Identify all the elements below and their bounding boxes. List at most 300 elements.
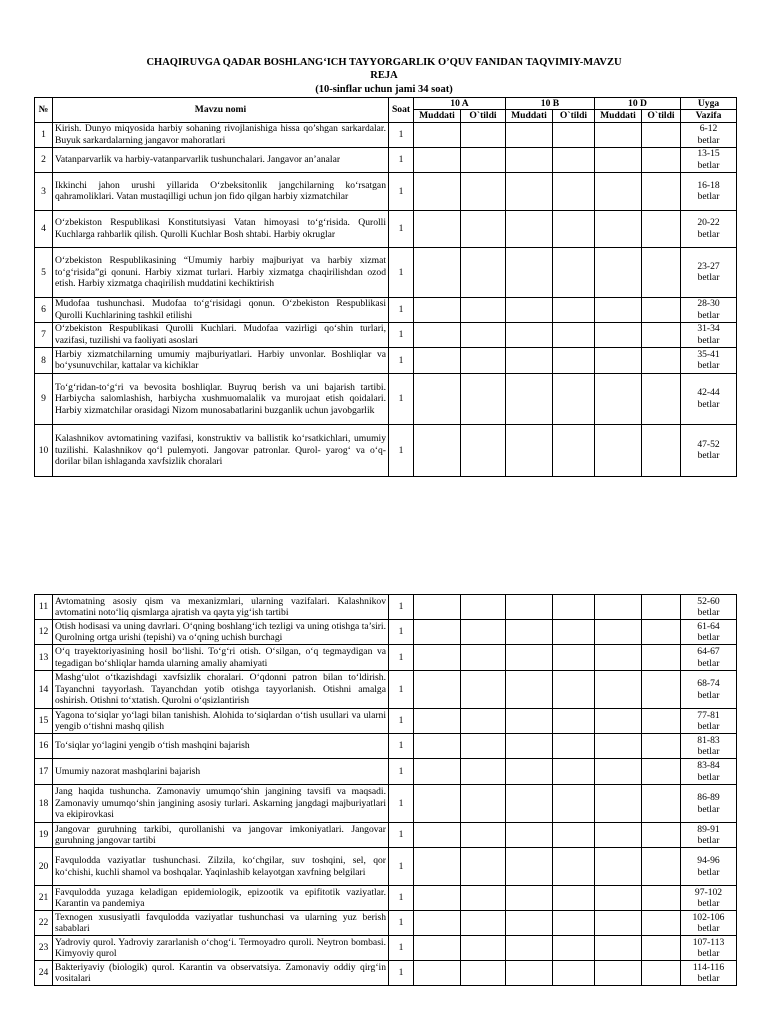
homework-pages: 64-67 — [697, 646, 720, 658]
row-number: 12 — [35, 620, 53, 645]
table-row — [35, 886, 737, 911]
cell-10b-done — [553, 147, 595, 172]
cell-10d-done — [642, 424, 681, 476]
row-number: 17 — [35, 759, 53, 785]
cell-10b-due — [506, 373, 553, 424]
cell-10a-due — [414, 848, 461, 886]
row-homework — [681, 122, 737, 147]
cell-10d-due — [595, 347, 642, 373]
table-row — [35, 785, 737, 823]
row-topic: O‘zbekiston Respublikasining “Umumiy harbiy majburiyat va harbiy xizmat to‘g‘risida”gi qonuni. Harbiy xizmat turlari. Harbiy xizmatga chaqirilishdan ozod etish. Harbiy xizmatga chaqirilish muddatini kechiktirish — [53, 247, 389, 297]
cell-10d-done — [642, 848, 681, 886]
row-hours: 1 — [389, 373, 414, 424]
homework-unit: betlar — [697, 228, 720, 240]
cell-10b-due — [506, 210, 553, 247]
row-topic: Kirish. Dunyo miqyosida harbiy sohaning rivojlanishiga hissa qo’shgan sarkardalar. Buyuk sarkardalarning jangavor mahoratlari — [53, 122, 389, 147]
cell-10a-due — [414, 645, 461, 671]
cell-10d-due — [595, 734, 642, 759]
row-hours: 1 — [389, 785, 414, 823]
table-row — [35, 911, 737, 936]
cell-10b-due — [506, 936, 553, 961]
homework-pages: 97-102 — [694, 886, 723, 898]
cell-10a-due — [414, 886, 461, 911]
row-number: 6 — [35, 297, 53, 322]
row-number: 2 — [35, 147, 53, 172]
cell-10a-due — [414, 347, 461, 373]
cell-10b-done — [553, 122, 595, 147]
cell-10a-done — [461, 961, 506, 986]
row-topic: To‘siqlar yo‘lagini yengib o‘tish mashqini bajarish — [53, 734, 389, 759]
cell-10b-due — [506, 671, 553, 709]
cell-10d-due — [595, 886, 642, 911]
table-row — [35, 172, 737, 210]
table-row — [35, 671, 737, 709]
homework-unit: betlar — [697, 898, 720, 909]
row-number: 20 — [35, 848, 53, 886]
row-topic: To‘g‘ridan-to‘g‘ri va bevosita boshliqlar. Buyruq berish va uni bajarish tartibi. Harbiycha salomlashish, harbiycha xushmuomalalik va murojaat etish qoidalari. Harbiy xizmatchilar orasidagi Nizom munosabatlarini buzganlik uchun javobgarlik — [53, 373, 389, 424]
cell-10a-due — [414, 911, 461, 936]
document-title: CHAQIRUVGA QADAR BOSHLANG‘ICH TAYYORGARLIK O’QUV FANIDAN TAQVIMIY-MAVZU — [146, 57, 622, 68]
cell-10d-due — [595, 147, 642, 172]
cell-10d-done — [642, 210, 681, 247]
document-subtitle: (10-sinflar uchun jami 34 soat) — [315, 84, 453, 95]
cell-10a-done — [461, 373, 506, 424]
cell-10d-due — [595, 424, 642, 476]
table-row — [35, 297, 737, 322]
cell-10b-due — [506, 911, 553, 936]
homework-unit: betlar — [697, 309, 720, 321]
homework-unit: betlar — [697, 721, 720, 732]
row-hours: 1 — [389, 172, 414, 210]
cell-10a-done — [461, 210, 506, 247]
homework-unit: betlar — [697, 973, 720, 984]
cell-10a-due — [414, 322, 461, 347]
cell-10d-done — [642, 595, 681, 620]
row-number: 23 — [35, 936, 53, 961]
homework-unit: betlar — [697, 835, 720, 846]
cell-10d-due — [595, 961, 642, 986]
cell-10d-done — [642, 373, 681, 424]
row-homework — [681, 759, 737, 785]
cell-10a-done — [461, 147, 506, 172]
cell-10d-done — [642, 620, 681, 645]
cell-10a-due — [414, 247, 461, 297]
row-topic: O‘q trayektoriyasining hosil bo‘lishi. To‘g‘ri otish. O‘silgan, o‘q tegmaydigan va tegadigan bo‘shliqlar hamda ularning amaliy ahamiyati — [53, 645, 389, 671]
homework-unit: betlar — [697, 771, 720, 783]
table-row — [35, 734, 737, 759]
row-homework — [681, 886, 737, 911]
row-homework — [681, 210, 737, 247]
row-homework — [681, 373, 737, 424]
row-topic: Favqulodda vaziyatlar tushunchasi. Zilzila, ko‘chgilar, suv toshqini, sel, qor ko‘chishi, kuchli shamol va boshqalar. Yaqinlashib kelayotgan xavfning belgilari — [53, 848, 389, 886]
homework-pages: 16-18 — [697, 179, 720, 191]
row-topic: Favqulodda yuzaga keladigan epidemiologik, epizootik va epifitotik vaziyatlar. Karantin va pandemiya — [53, 886, 389, 911]
cell-10d-done — [642, 886, 681, 911]
row-number: 4 — [35, 210, 53, 247]
cell-10b-due — [506, 147, 553, 172]
cell-10d-due — [595, 595, 642, 620]
row-topic: Mudofaa tushunchasi. Mudofaa to‘g‘risidagi qonun. O‘zbekiston Respublikasi Qurolli Kuchlarining tashkil etilishi — [53, 297, 389, 322]
homework-pages: 61-64 — [697, 620, 720, 632]
row-hours: 1 — [389, 147, 414, 172]
homework-unit: betlar — [697, 866, 720, 878]
cell-10a-done — [461, 759, 506, 785]
cell-10b-due — [506, 886, 553, 911]
cell-10b-due — [506, 322, 553, 347]
cell-10a-due — [414, 595, 461, 620]
row-homework — [681, 147, 737, 172]
row-number: 5 — [35, 247, 53, 297]
cell-10b-done — [553, 709, 595, 734]
cell-10a-due — [414, 961, 461, 986]
homework-pages: 6-12 — [699, 123, 718, 135]
cell-10b-due — [506, 785, 553, 823]
row-homework — [681, 671, 737, 709]
homework-pages: 94-96 — [697, 855, 720, 867]
table-row — [35, 322, 737, 347]
header-topic: Mavzu nomi — [53, 98, 389, 123]
homework-unit: betlar — [697, 191, 720, 203]
header-10b-due: Muddati — [506, 110, 553, 122]
cell-10b-done — [553, 961, 595, 986]
cell-10d-due — [595, 785, 642, 823]
homework-unit: betlar — [697, 360, 720, 372]
cell-10a-due — [414, 759, 461, 785]
row-number: 19 — [35, 823, 53, 848]
cell-10d-done — [642, 911, 681, 936]
cell-10d-done — [642, 247, 681, 297]
cell-10a-due — [414, 424, 461, 476]
homework-pages: 77-81 — [697, 709, 720, 721]
row-hours: 1 — [389, 424, 414, 476]
row-topic: Otish hodisasi va uning davrlari. O‘qning boshlang‘ich tezligi va uning otishga ta’siri. Qurolning ortga urishi (tepishi) va o‘qning uchish burchagi — [53, 620, 389, 645]
table-row — [35, 645, 737, 671]
cell-10d-done — [642, 734, 681, 759]
cell-10d-done — [642, 347, 681, 373]
homework-unit: betlar — [697, 632, 720, 643]
cell-10d-done — [642, 645, 681, 671]
cell-10d-due — [595, 645, 642, 671]
row-homework — [681, 424, 737, 476]
header-10b-done: O`tildi — [553, 110, 595, 122]
cell-10b-done — [553, 373, 595, 424]
cell-10a-done — [461, 424, 506, 476]
cell-10a-due — [414, 297, 461, 322]
row-topic: Kalashnikov avtomatining vazifasi, konstruktiv va ballistik ko‘rsatkichlari, umumiy tuzilishi. Kalashnikov qo‘l pulemyoti. Jangovar patronlar. Qurol- yarog‘ va o‘q-dorilar bilan ishlaganda xavfsizlik choralari — [53, 424, 389, 476]
cell-10a-due — [414, 823, 461, 848]
homework-pages: 35-41 — [697, 348, 720, 360]
row-homework — [681, 785, 737, 823]
cell-10d-due — [595, 322, 642, 347]
cell-10a-due — [414, 147, 461, 172]
homework-pages: 52-60 — [697, 595, 720, 607]
cell-10a-due — [414, 936, 461, 961]
cell-10a-done — [461, 911, 506, 936]
row-homework — [681, 911, 737, 936]
cell-10b-done — [553, 322, 595, 347]
cell-10d-done — [642, 122, 681, 147]
row-topic: Ikkinchi jahon urushi yillarida O‘zbeksitonlik jangchilarning ko‘rsatgan qahramoliklari. Vatan mustaqilligi uchun jon fido qilgan harbiy xizmatchilar — [53, 172, 389, 210]
cell-10b-done — [553, 848, 595, 886]
homework-pages: 86-89 — [697, 792, 720, 804]
row-topic: Mashg‘ulot o‘tkazishdagi xavfsizlik choralari. O‘qdonni patron bilan to‘ldirish. Tayanchni tayyorlash. Tayanchdan yotib otishga tayyorlanish. Otishni amalga oshirish. Otishni to‘xtatish. Qurolni o‘qsizlantirish — [53, 671, 389, 709]
row-number: 13 — [35, 645, 53, 671]
cell-10a-done — [461, 122, 506, 147]
cell-10a-due — [414, 172, 461, 210]
header-class-10a: 10 A — [414, 98, 506, 110]
row-number: 8 — [35, 347, 53, 373]
cell-10b-done — [553, 645, 595, 671]
table-row — [35, 373, 737, 424]
homework-pages: 28-30 — [697, 298, 720, 310]
homework-unit: betlar — [697, 923, 720, 934]
table-row — [35, 848, 737, 886]
header-10d-due: Muddati — [595, 110, 642, 122]
cell-10a-done — [461, 785, 506, 823]
cell-10b-done — [553, 424, 595, 476]
header-10a-due: Muddati — [414, 110, 461, 122]
row-number: 24 — [35, 961, 53, 986]
cell-10b-done — [553, 347, 595, 373]
homework-pages: 102-106 — [692, 911, 725, 923]
row-number: 16 — [35, 734, 53, 759]
cell-10a-due — [414, 734, 461, 759]
cell-10a-due — [414, 122, 461, 147]
cell-10b-due — [506, 297, 553, 322]
cell-10d-done — [642, 147, 681, 172]
header-homework-sub: Vazifa — [681, 110, 737, 122]
cell-10d-due — [595, 671, 642, 709]
cell-10a-done — [461, 322, 506, 347]
row-topic: Texnogen xususiyatli favqulodda vaziyatlar tushunchasi va ularning yuz berish sabablari — [53, 911, 389, 936]
cell-10a-done — [461, 734, 506, 759]
cell-10d-done — [642, 322, 681, 347]
cell-10a-due — [414, 620, 461, 645]
row-homework — [681, 961, 737, 986]
cell-10d-due — [595, 620, 642, 645]
thematic-plan-table — [34, 97, 737, 477]
header-hours: Soat — [389, 98, 414, 123]
row-hours: 1 — [389, 347, 414, 373]
row-hours: 1 — [389, 709, 414, 734]
row-number: 9 — [35, 373, 53, 424]
homework-pages: 68-74 — [697, 678, 720, 690]
cell-10d-due — [595, 297, 642, 322]
row-hours: 1 — [389, 210, 414, 247]
row-topic: Jangovar guruhning tarkibi, qurollanishi va jangovar imkoniyatlari. Jangovar guruhning jangovar tartibi — [53, 823, 389, 848]
row-homework — [681, 172, 737, 210]
cell-10a-done — [461, 595, 506, 620]
cell-10b-due — [506, 961, 553, 986]
cell-10b-due — [506, 848, 553, 886]
row-hours: 1 — [389, 886, 414, 911]
cell-10a-done — [461, 671, 506, 709]
row-homework — [681, 936, 737, 961]
cell-10d-due — [595, 122, 642, 147]
table-row — [35, 620, 737, 645]
cell-10b-due — [506, 645, 553, 671]
row-number: 1 — [35, 122, 53, 147]
cell-10b-done — [553, 936, 595, 961]
row-homework — [681, 620, 737, 645]
homework-pages: 107-113 — [692, 936, 725, 948]
cell-10b-due — [506, 620, 553, 645]
cell-10b-due — [506, 122, 553, 147]
cell-10d-done — [642, 785, 681, 823]
row-number: 10 — [35, 424, 53, 476]
cell-10d-due — [595, 172, 642, 210]
cell-10d-done — [642, 172, 681, 210]
homework-unit: betlar — [697, 607, 720, 618]
table-row — [35, 759, 737, 785]
row-hours: 1 — [389, 911, 414, 936]
row-homework — [681, 823, 737, 848]
homework-unit: betlar — [697, 398, 720, 410]
row-topic: Jang haqida tushuncha. Zamonaviy umumqo‘shin jangining tavsifi va maqsadi. Zamonaviy umumqo‘shin jangining asosiy turlari. Askarning jangdagi majburiyatlari va ekipirovkasi — [53, 785, 389, 823]
cell-10a-due — [414, 671, 461, 709]
cell-10b-done — [553, 785, 595, 823]
thematic-plan-table-continued — [34, 594, 737, 986]
cell-10b-done — [553, 911, 595, 936]
row-topic: O‘zbekiston Respublikasi Konstitutsiyasi Vatan himoyasi to‘g‘risida. Qurolli Kuchlarga rahbarlik qilish. Qurolli Kuchlar Bosh shtabi. Harbiy okruglar — [53, 210, 389, 247]
cell-10b-due — [506, 709, 553, 734]
row-topic: Harbiy xizmatchilarning umumiy majburiyatlari. Harbiy unvonlar. Boshliqlar va bo‘ysunuvchilar, kattalar va kichiklar — [53, 347, 389, 373]
row-homework — [681, 322, 737, 347]
row-number: 21 — [35, 886, 53, 911]
row-number: 3 — [35, 172, 53, 210]
row-topic: Yagona to‘siqlar yo‘lagi bilan tanishish. Alohida to‘siqlardan o‘tish usullari va ularni yengib o‘tishni mashq qilish — [53, 709, 389, 734]
cell-10d-done — [642, 961, 681, 986]
row-hours: 1 — [389, 759, 414, 785]
table-row — [35, 961, 737, 986]
cell-10b-done — [553, 247, 595, 297]
row-homework — [681, 595, 737, 620]
table-row — [35, 595, 737, 620]
row-hours: 1 — [389, 620, 414, 645]
homework-unit: betlar — [697, 657, 720, 669]
cell-10a-done — [461, 936, 506, 961]
homework-unit: betlar — [697, 334, 720, 346]
cell-10a-due — [414, 709, 461, 734]
row-homework — [681, 347, 737, 373]
cell-10b-due — [506, 247, 553, 297]
cell-10b-done — [553, 823, 595, 848]
cell-10b-done — [553, 297, 595, 322]
row-homework — [681, 247, 737, 297]
homework-pages: 42-44 — [697, 387, 720, 399]
cell-10b-done — [553, 671, 595, 709]
cell-10d-done — [642, 671, 681, 709]
document-title-continued: REJA — [370, 70, 398, 81]
row-topic: Bakteriyaviy (biologik) qurol. Karantin va observatsiya. Zamonaviy oddiy qirg‘in vositalari — [53, 961, 389, 986]
cell-10d-due — [595, 210, 642, 247]
row-hours: 1 — [389, 823, 414, 848]
cell-10b-due — [506, 347, 553, 373]
row-hours: 1 — [389, 936, 414, 961]
cell-10d-due — [595, 247, 642, 297]
cell-10b-done — [553, 886, 595, 911]
row-number: 22 — [35, 911, 53, 936]
row-hours: 1 — [389, 645, 414, 671]
table-row — [35, 936, 737, 961]
row-homework — [681, 734, 737, 759]
header-10a-done: O`tildi — [461, 110, 506, 122]
row-hours: 1 — [389, 961, 414, 986]
cell-10d-due — [595, 709, 642, 734]
cell-10b-done — [553, 210, 595, 247]
cell-10b-due — [506, 424, 553, 476]
cell-10d-done — [642, 823, 681, 848]
homework-pages: 13-15 — [697, 148, 720, 160]
cell-10b-done — [553, 172, 595, 210]
cell-10a-done — [461, 247, 506, 297]
homework-unit: betlar — [697, 450, 720, 462]
cell-10b-done — [553, 620, 595, 645]
cell-10b-done — [553, 759, 595, 785]
row-homework — [681, 709, 737, 734]
header-homework: Uyga — [681, 98, 737, 110]
row-topic: Vatanparvarlik va harbiy-vatanparvarlik tushunchalari. Jangavor an’analar — [53, 147, 389, 172]
row-hours: 1 — [389, 297, 414, 322]
cell-10b-due — [506, 595, 553, 620]
row-topic: Avtomatning asosiy qism va mexanizmlari, ularning vazifalari. Kalashnikov avtomatini noto‘liq qismlarga ajratish va qayta yig‘ish tartibi — [53, 595, 389, 620]
cell-10a-done — [461, 347, 506, 373]
homework-unit: betlar — [697, 159, 720, 171]
row-number: 18 — [35, 785, 53, 823]
cell-10a-done — [461, 848, 506, 886]
row-topic: Yadroviy qurol. Yadroviy zararlanish o‘chog‘i. Termoyadro quroli. Neytron bombasi. Kimyoviy qurol — [53, 936, 389, 961]
row-hours: 1 — [389, 122, 414, 147]
cell-10d-done — [642, 759, 681, 785]
row-number: 15 — [35, 709, 53, 734]
table-row — [35, 709, 737, 734]
cell-10a-done — [461, 297, 506, 322]
homework-unit: betlar — [697, 272, 720, 284]
cell-10d-done — [642, 936, 681, 961]
table-row — [35, 147, 737, 172]
cell-10a-due — [414, 785, 461, 823]
homework-unit: betlar — [697, 803, 720, 815]
cell-10a-done — [461, 620, 506, 645]
homework-pages: 83-84 — [697, 760, 720, 772]
table-row — [35, 424, 737, 476]
cell-10a-done — [461, 886, 506, 911]
header-class-10d: 10 D — [595, 98, 681, 110]
table-row — [35, 122, 737, 147]
homework-pages: 81-83 — [697, 734, 720, 746]
cell-10d-due — [595, 759, 642, 785]
row-hours: 1 — [389, 734, 414, 759]
row-hours: 1 — [389, 322, 414, 347]
row-hours: 1 — [389, 595, 414, 620]
homework-pages: 89-91 — [697, 823, 720, 835]
homework-pages: 47-52 — [697, 438, 720, 450]
header-10d-done: O`tildi — [642, 110, 681, 122]
homework-pages: 114-116 — [692, 961, 725, 973]
cell-10a-due — [414, 373, 461, 424]
row-number: 11 — [35, 595, 53, 620]
homework-pages: 20-22 — [697, 217, 720, 229]
cell-10a-done — [461, 709, 506, 734]
cell-10a-due — [414, 210, 461, 247]
row-number: 7 — [35, 322, 53, 347]
cell-10d-due — [595, 823, 642, 848]
row-homework — [681, 645, 737, 671]
table-row — [35, 210, 737, 247]
cell-10b-due — [506, 823, 553, 848]
cell-10d-due — [595, 936, 642, 961]
row-homework — [681, 297, 737, 322]
